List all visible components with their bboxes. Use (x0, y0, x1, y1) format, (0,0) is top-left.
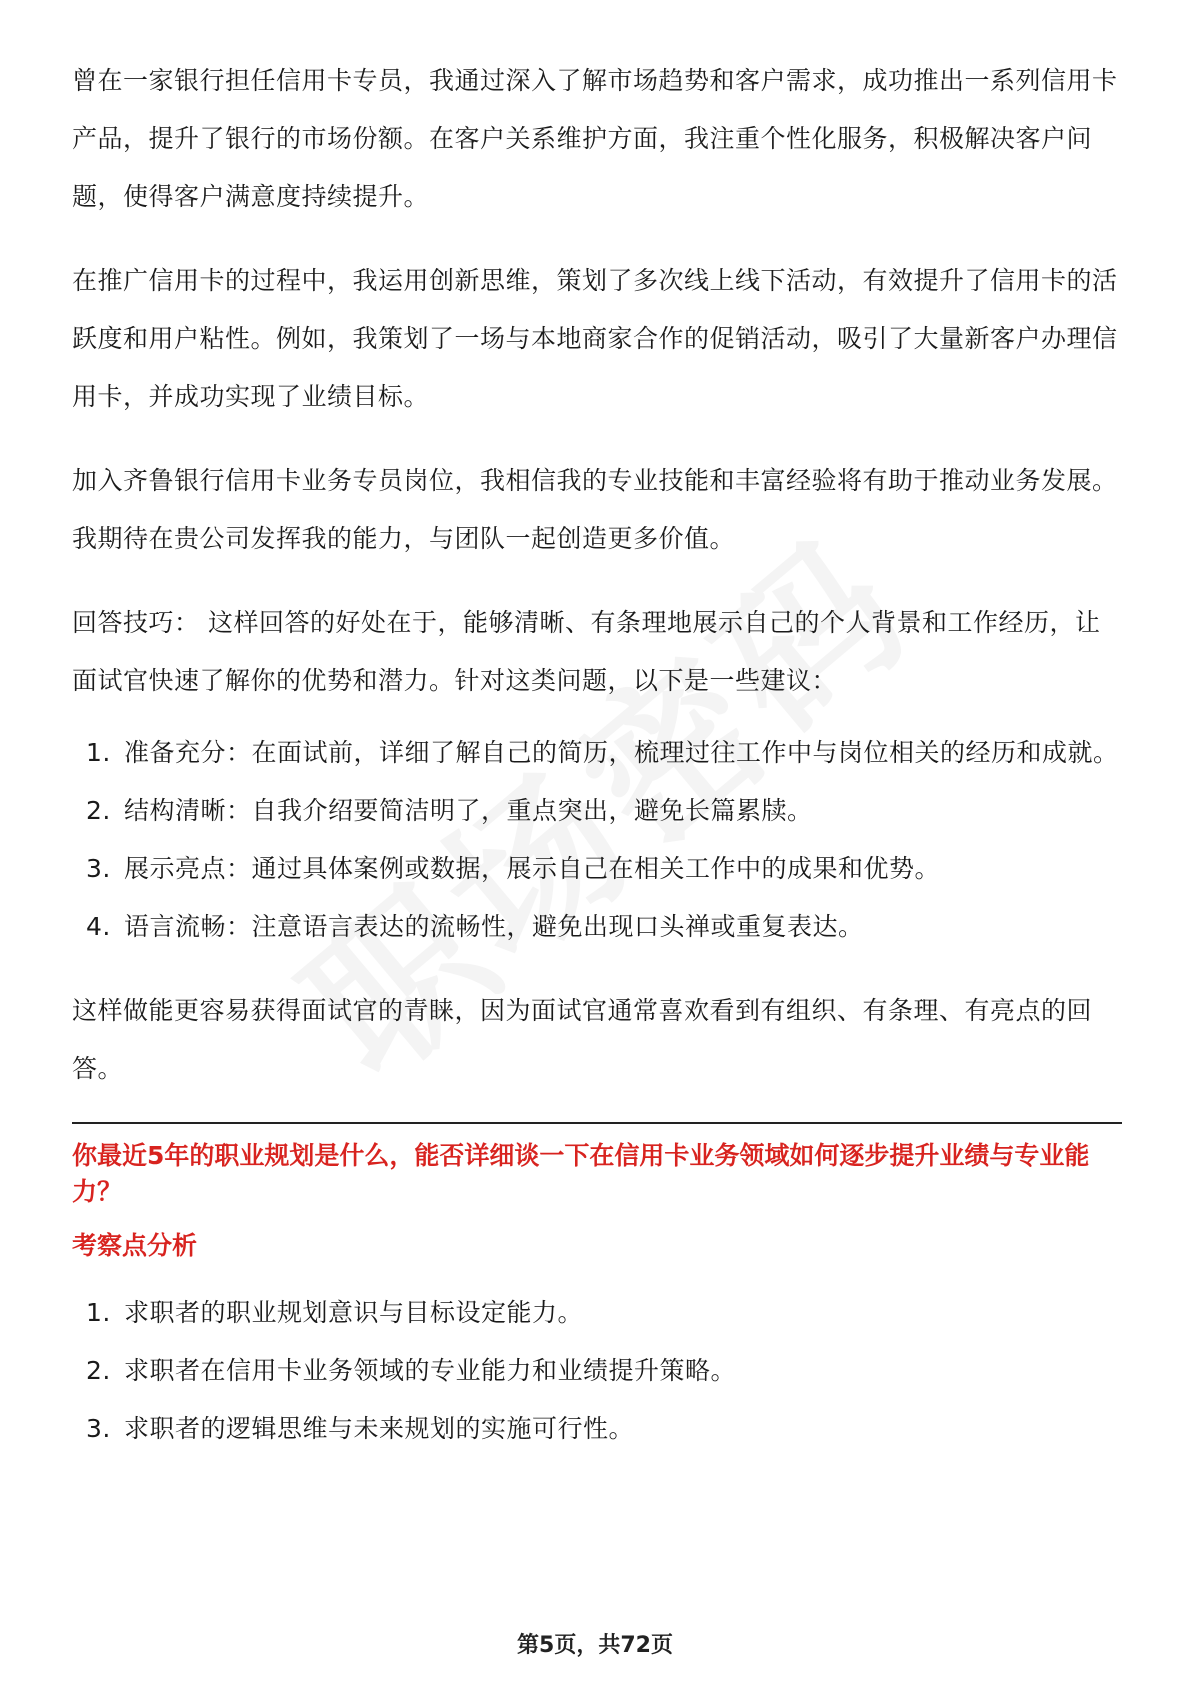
list-item: 3. 求职者的逻辑思维与未来规划的实施可行性。 (86, 1414, 635, 1443)
list-item: 3. 展示亮点：通过具体案例或数据，展示自己在相关工作中的成果和优势。 (86, 854, 941, 883)
list-item: 2. 结构清晰：自我介绍要简洁明了，重点突出，避免长篇累牍。 (86, 796, 813, 825)
paragraph-experience: 曾在一家银行担任信用卡专员，我通过深入了解市场趋势和客户需求，成功推出一系列信用卡产品，提升了银行的市场份额。在客户关系维护方面，我注重个性化服务，积极解决客户问题，使得客户满意度持续提升。 (72, 66, 1118, 211)
analysis-title: 考察点分析 (72, 1231, 198, 1260)
section-divider (72, 1122, 1122, 1124)
list-item: 4. 语言流畅：注意语言表达的流畅性，避免出现口头禅或重复表达。 (86, 912, 864, 941)
tips-list (72, 724, 1122, 956)
list-item: 1. 准备充分：在面试前，详细了解自己的简历，梳理过往工作中与岗位相关的经历和成就。 (86, 738, 1119, 767)
analysis-list (72, 1284, 1122, 1458)
document-page (72, 52, 1122, 1484)
page-number: 第5页，共72页 (517, 1633, 673, 1658)
list-item: 1. 求职者的职业规划意识与目标设定能力。 (86, 1298, 584, 1327)
paragraph-closing: 这样做能更容易获得面试官的青睐，因为面试官通常喜欢看到有组织、有条理、有亮点的回答。 (72, 996, 1093, 1083)
interview-question: 你最近5年的职业规划是什么，能否详细谈一下在信用卡业务领域如何逐步提升业绩与专业能力？ (72, 1141, 1090, 1206)
paragraph-motivation: 加入齐鲁银行信用卡业务专员岗位，我相信我的专业技能和丰富经验将有助于推动业务发展。我期待在贵公司发挥我的能力，与团队一起创造更多价值。 (72, 466, 1118, 553)
list-item: 2. 求职者在信用卡业务领域的专业能力和业绩提升策略。 (86, 1356, 737, 1385)
paragraph-answer-tips: 回答技巧： 这样回答的好处在于，能够清晰、有条理地展示自己的个人背景和工作经历，让面试官快速了解你的优势和潜力。针对这类问题，以下是一些建议： (72, 608, 1101, 695)
paragraph-promotion: 在推广信用卡的过程中，我运用创新思维，策划了多次线上线下活动，有效提升了信用卡的活跃度和用户粘性。例如，我策划了一场与本地商家合作的促销活动，吸引了大量新客户办理信用卡，并成功实现了业绩目标。 (72, 266, 1118, 411)
